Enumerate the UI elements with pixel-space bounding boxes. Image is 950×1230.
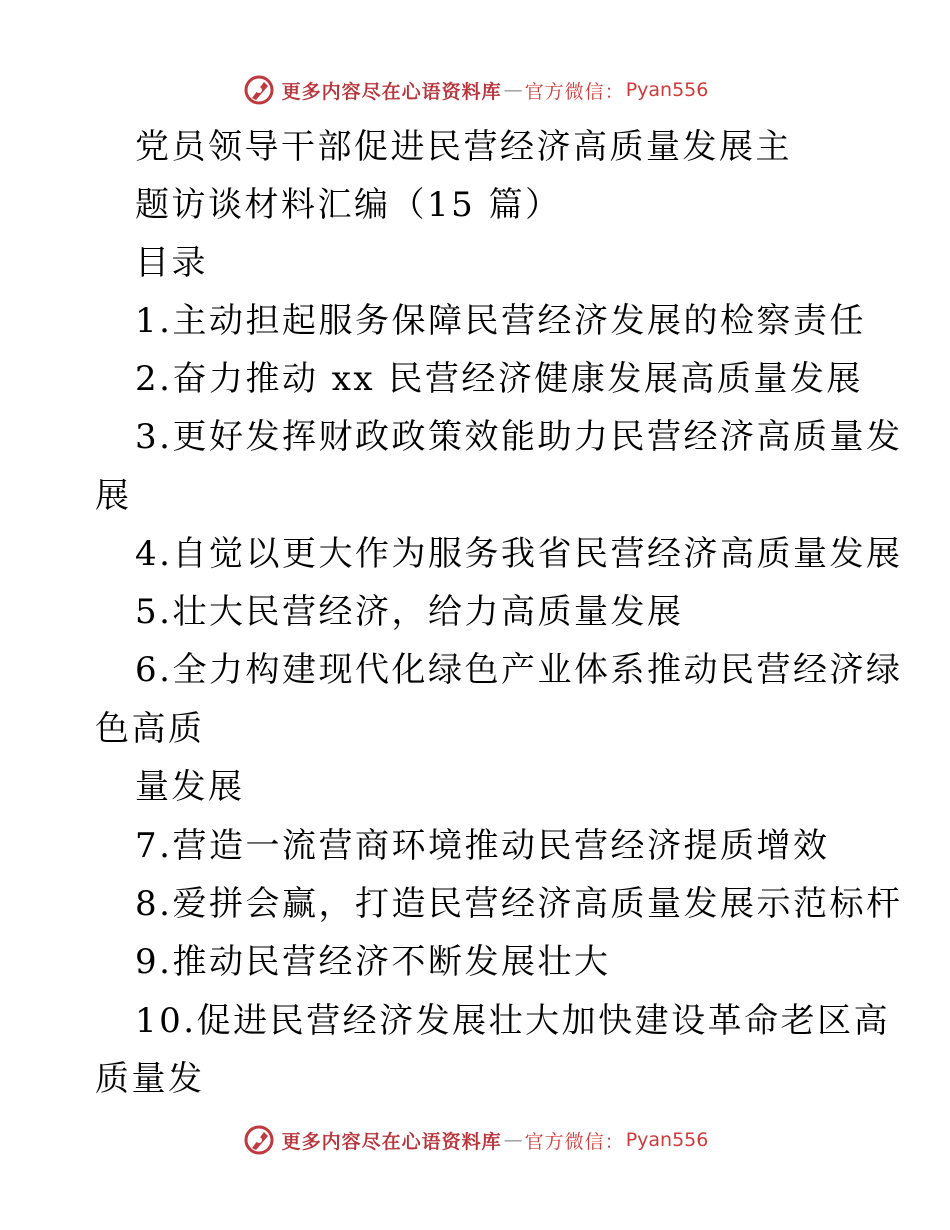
toc-item-4: 4.自觉以更大作为服务我省民营经济高质量发展 [135, 534, 903, 574]
footer-watermark [0, 1120, 950, 1160]
watermark-main-text: 更多内容尽在心语资料库 [281, 80, 502, 103]
toc-item-8: 8.爱拼会赢，打造民营经济高质量发展示范标杆 [135, 884, 903, 924]
document-title-line-1: 党员领导干部促进民营经济高质量发展主 [135, 127, 792, 167]
toc-item-6: 6.全力构建现代化绿色产业体系推动民营经济绿 [135, 650, 903, 690]
toc-item-2: 2.奋力推动 xx 民营经济健康发展高质量发展 [135, 359, 863, 399]
toc-item-10-continuation: 质量发 [95, 1059, 205, 1099]
toc-item-6-continuation: 色高质 [95, 709, 205, 749]
watermark-account: Pyan556 [625, 79, 709, 101]
header-watermark [0, 70, 950, 110]
toc-item-6-continuation-2: 量发展 [135, 767, 245, 807]
toc-item-10: 10.促进民营经济发展壮大加快建设革命老区高 [135, 1001, 891, 1041]
watermark-colon: ： [604, 1130, 624, 1153]
watermark-wechat-label: 官方微信 [524, 80, 605, 103]
watermark-wechat-label: 官方微信 [524, 1130, 605, 1153]
toc-item-3: 3.更好发挥财政政策效能助力民营经济高质量发 [135, 417, 903, 457]
document-title-line-2: 题访谈材料汇编（15 篇） [135, 185, 562, 225]
watermark-separator: — [503, 1129, 523, 1151]
toc-item-1: 1.主动担起服务保障民营经济发展的检察责任 [135, 301, 866, 341]
toc-item-9: 9.推动民营经济不断发展壮大 [135, 942, 611, 982]
watermark-separator: — [503, 79, 523, 101]
toc-item-3-continuation: 展 [95, 476, 132, 516]
watermark-account: Pyan556 [625, 1129, 709, 1151]
toc-item-5: 5.壮大民营经济，给力高质量发展 [135, 592, 684, 632]
pen-nib-circle-icon [242, 1123, 276, 1157]
watermark-colon: ： [604, 80, 624, 103]
pen-nib-circle-icon [242, 73, 276, 107]
watermark-main-text: 更多内容尽在心语资料库 [281, 1130, 502, 1153]
toc-heading: 目录 [135, 243, 208, 283]
toc-item-7: 7.营造一流营商环境推动民营经济提质增效 [135, 826, 830, 866]
